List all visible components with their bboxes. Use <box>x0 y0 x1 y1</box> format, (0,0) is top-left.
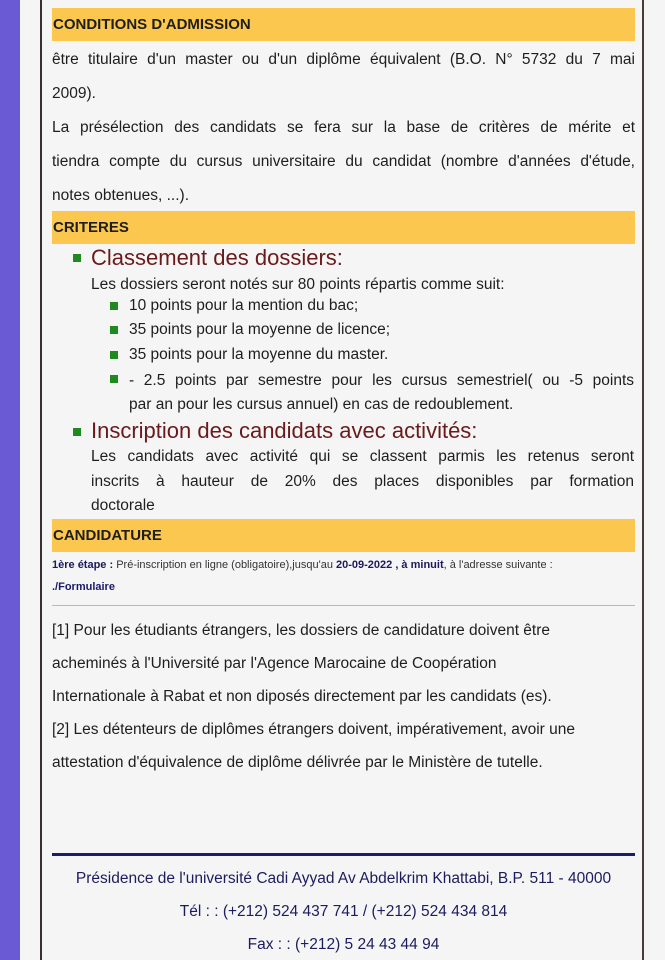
section-header-criteres: CRITERES <box>52 211 635 244</box>
heading-inscription: Inscription des candidats avec activités: <box>91 418 478 443</box>
criteria-item: 35 points pour la moyenne du master. <box>129 346 389 363</box>
criteria-item: - 2.5 points par semestre pour les cursus semestriel( ou -5 points <box>129 372 634 389</box>
formulaire-link[interactable]: ./Formulaire <box>52 581 115 593</box>
note-2-line2: attestation d'équivalence de diplôme délivrée par le Ministère de tutelle. <box>52 754 543 771</box>
footer-fax: Fax : : (+212) 5 24 43 44 94 <box>247 936 440 953</box>
preselection-text-line2: tiendra compte du cursus universitaire du candidat (nombre d'années d'étude, <box>52 153 635 170</box>
section-header-candidature: CANDIDATURE <box>52 519 635 552</box>
note-2-line1: [2] Les détenteurs de diplômes étrangers doivent, impérativement, avoir une <box>52 721 575 738</box>
note-1-line1: [1] Pour les étudiants étrangers, les dossiers de candidature doivent être <box>52 622 551 639</box>
bullet-icon <box>73 254 81 262</box>
candidature-step <box>52 558 553 572</box>
deadline-date: 20-09-2022 , à minuit <box>336 559 444 571</box>
bullet-icon <box>73 428 81 436</box>
content-border-right <box>642 0 644 960</box>
criteria-item: 10 points pour la mention du bac; <box>129 297 359 314</box>
note-1-line2: acheminés à l'Université par l'Agence Marocaine de Coopération <box>52 655 497 672</box>
inscription-text-line3: doctorale <box>91 497 155 514</box>
inscription-text-line2: inscrits à hauteur de 20% des places disponibles par formation <box>91 473 634 490</box>
preselection-text-line3: notes obtenues, ...). <box>52 187 190 204</box>
criteria-item-continued: par an pour les cursus annuel) en cas de redoublement. <box>129 396 514 413</box>
classement-intro: Les dossiers seront notés sur 80 points répartis comme suit: <box>91 276 505 293</box>
bullet-icon <box>110 326 118 334</box>
footer-address: Présidence de l'université Cadi Ayyad Av Abdelkrim Khattabi, B.P. 511 - 40000 <box>75 870 612 887</box>
admission-text-line2: 2009). <box>52 85 96 102</box>
inscription-text-line1: Les candidats avec activité qui se classent parmis les retenus seront <box>91 448 634 465</box>
step-end: , à l'adresse suivante : <box>443 559 553 571</box>
bullet-icon <box>110 351 118 359</box>
bullet-icon <box>110 302 118 310</box>
admission-text-line1: être titulaire d'un master ou d'un diplôme équivalent (B.O. N° 5732 du 7 mai <box>52 51 635 68</box>
preselection-text-line1: La présélection des candidats se fera sur la base de critères de mérite et <box>52 119 635 136</box>
left-accent-bar <box>0 0 20 960</box>
divider <box>52 605 635 606</box>
footer-tel: Tél : : (+212) 524 437 741 / (+212) 524 434 814 <box>179 903 508 920</box>
bullet-icon <box>110 375 118 383</box>
content-border-left <box>40 0 42 960</box>
note-1-line3: Internationale à Rabat et non diposés directement par les candidats (es). <box>52 688 552 705</box>
step-text: Pré-inscription en ligne (obligatoire),jusqu'au <box>113 559 336 571</box>
heading-classement: Classement des dossiers: <box>91 245 343 270</box>
section-header-admission: CONDITIONS D'ADMISSION <box>52 8 635 41</box>
step-label: 1ère étape : <box>52 559 114 571</box>
criteria-item: 35 points pour la moyenne de licence; <box>129 321 391 338</box>
footer-divider <box>52 853 635 856</box>
